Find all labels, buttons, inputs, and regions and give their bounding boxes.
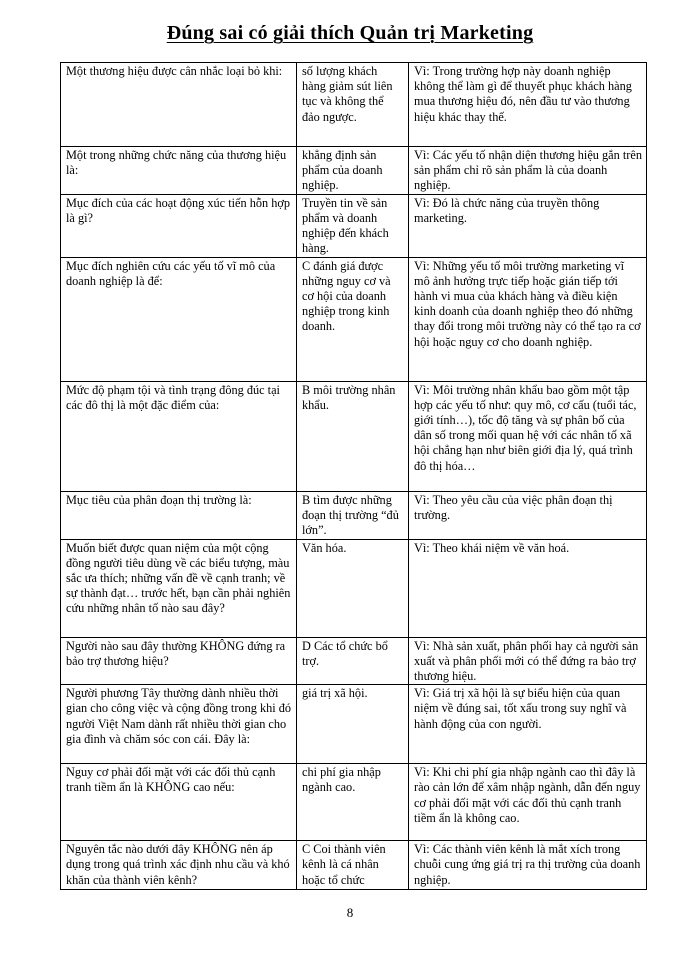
question-cell: Người nào sau đây thường KHÔNG đứng ra bảo trợ thương hiệu? <box>61 637 297 685</box>
question-cell: Mục tiêu của phân đoạn thị trường là: <box>61 491 297 539</box>
question-cell: Một thương hiệu được cân nhắc loại bỏ khi: <box>61 63 297 147</box>
table-row <box>61 539 647 637</box>
answer-cell: số lượng khách hàng giảm sút liên tục và không thể đảo ngược. <box>297 63 409 147</box>
page-title-text: Đúng sai có giải thích Quản trị Marketing <box>166 22 534 44</box>
explanation-cell: Vì: Theo khái niệm về văn hoá. <box>409 539 647 637</box>
page-title <box>0 22 700 45</box>
explanation-cell: Vì: Đó là chức năng của truyền thông marketing. <box>409 194 647 257</box>
page-number: 8 <box>346 905 354 920</box>
explanation-cell: Vì: Các yếu tố nhận diện thương hiệu gắn trên sản phẩm chỉ rõ sản phẩm là của doanh nghiệp. <box>409 147 647 195</box>
answer-cell: C đánh giá được những nguy cơ và cơ hội của doanh nghiệp trong kinh doanh. <box>297 257 409 381</box>
explanation-cell: Vì: Nhà sản xuất, phân phối hay cả người sản xuất và phân phối mới có thể đứng ra bảo trợ thương hiệu. <box>409 637 647 685</box>
table-row <box>61 194 647 257</box>
explanation-cell: Vì: Những yếu tố môi trường marketing vĩ mô ảnh hưởng trực tiếp hoặc gián tiếp tới hành vi mua của khách hàng và điều kiện kinh doanh của doanh nghiệp theo đó những thay đổi trong môi trường này có thể tạo ra cơ hội hoặc nguy cơ cho doanh nghiệp. <box>409 257 647 381</box>
qa-table <box>60 62 647 890</box>
explanation-cell: Vì: Trong trường hợp này doanh nghiệp không thể làm gì để thuyết phục khách hàng mua thương hiệu đó, nên đầu tư vào thương hiệu khác thay thế. <box>409 63 647 147</box>
answer-cell: B tìm được những đoạn thị trường “đủ lớn”. <box>297 491 409 539</box>
table-row <box>61 685 647 764</box>
answer-cell: D Các tổ chức bổ trợ. <box>297 637 409 685</box>
question-cell: Người phương Tây thường dành nhiều thời gian cho công việc và cộng đồng trong khi đó người Việt Nam dành rất nhiều thời gian cho gia đình và chăm sóc con cái. Đây là: <box>61 685 297 764</box>
answer-cell: Văn hóa. <box>297 539 409 637</box>
question-cell: Nguyên tắc nào dưới đây KHÔNG nên áp dụng trong quá trình xác định nhu cầu và khó khăn của thành viên kênh? <box>61 841 297 890</box>
question-cell: Nguy cơ phải đối mặt với các đối thủ cạnh tranh tiềm ẩn là KHÔNG cao nếu: <box>61 764 297 841</box>
answer-cell: chi phí gia nhập ngành cao. <box>297 764 409 841</box>
explanation-cell: Vì: Theo yêu cầu của việc phân đoạn thị trường. <box>409 491 647 539</box>
table-row <box>61 637 647 685</box>
table-row <box>61 257 647 381</box>
table-row <box>61 491 647 539</box>
explanation-cell: Vì: Các thành viên kênh là mắt xích trong chuỗi cung ứng giá trị ra thị trường của doanh nghiệp. <box>409 841 647 890</box>
answer-cell: C Coi thành viên kênh là cá nhân hoặc tổ chức <box>297 841 409 890</box>
table-row <box>61 841 647 890</box>
table-row <box>61 381 647 491</box>
answer-cell: khẳng định sản phẩm của doanh nghiệp. <box>297 147 409 195</box>
question-cell: Mức độ phạm tội và tình trạng đông đúc tại các đô thị là một đặc điểm của: <box>61 381 297 491</box>
question-cell: Mục đích của các hoạt động xúc tiến hỗn hợp là gì? <box>61 194 297 257</box>
answer-cell: Truyền tin về sản phẩm và doanh nghiệp đến khách hàng. <box>297 194 409 257</box>
table-row <box>61 63 647 147</box>
answer-cell: B môi trường nhân khẩu. <box>297 381 409 491</box>
question-cell: Mục đích nghiên cứu các yếu tố vĩ mô của doanh nghiệp là để: <box>61 257 297 381</box>
table-row <box>61 764 647 841</box>
explanation-cell: Vì: Khi chi phí gia nhập ngành cao thì đây là rào cản lớn để xâm nhập ngành, dẫn đến nguy cơ phải đối mặt với các đối thủ cạnh tranh tiềm ẩn là không cao. <box>409 764 647 841</box>
table-row <box>61 147 647 195</box>
explanation-cell: Vì: Môi trường nhân khẩu bao gồm một tập hợp các yếu tố như: quy mô, cơ cấu (tuổi tác, giới tính…), tốc độ tăng và sự phân bố của dân số trong mối quan hệ với các nhân tố xã hội chẳng hạn như biên giới địa lý, quá trình đô thị hóa… <box>409 381 647 491</box>
question-cell: Muốn biết được quan niệm của một cộng đồng người tiêu dùng về các biểu tượng, màu sắc ưa thích; những vấn đề về cạnh tranh; về sự thành đạt… trước hết, bạn cần phải nghiên cứu những nhân tố nào sau đây? <box>61 539 297 637</box>
question-cell: Một trong những chức năng của thương hiệu là: <box>61 147 297 195</box>
answer-cell: giá trị xã hội. <box>297 685 409 764</box>
explanation-cell: Vì: Giá trị xã hội là sự biểu hiện của quan niệm về đúng sai, tốt xấu trong suy nghĩ và hành động của con người. <box>409 685 647 764</box>
